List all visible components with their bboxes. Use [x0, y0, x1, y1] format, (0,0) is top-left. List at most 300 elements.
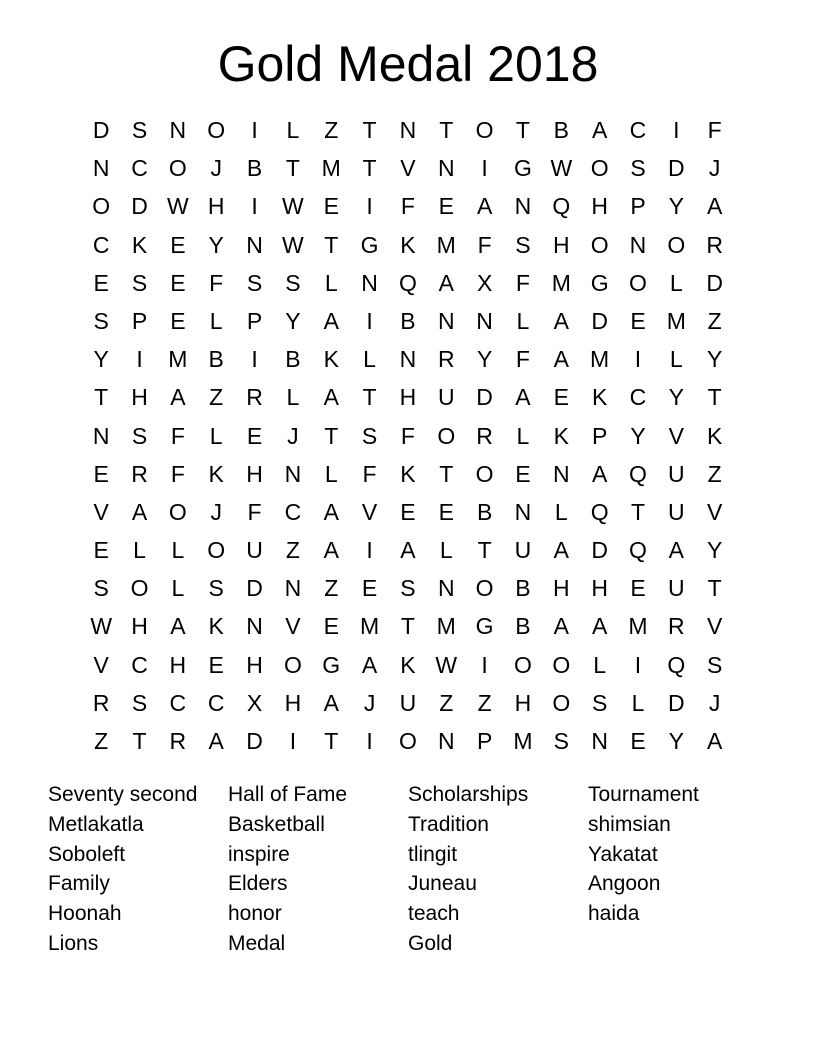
grid-row — [82, 684, 736, 722]
grid-letter: C — [284, 498, 302, 525]
grid-letter: O — [514, 651, 532, 678]
grid-letter: Q — [590, 498, 609, 525]
grid-letter: N — [399, 117, 417, 143]
grid-letter: F — [400, 193, 415, 220]
grid-letter: L — [554, 498, 568, 525]
grid-row — [82, 569, 736, 607]
grid-letter: L — [516, 307, 530, 334]
grid-letter: M — [436, 613, 456, 640]
grid-letter: N — [476, 307, 493, 334]
grid-letter: S — [93, 307, 109, 334]
grid-letter: L — [171, 537, 185, 564]
grid-letter: D — [92, 117, 110, 143]
grid-row — [82, 378, 736, 416]
grid-letter: H — [169, 651, 187, 678]
grid-letter: H — [284, 689, 302, 716]
grid-letter: N — [514, 193, 532, 220]
grid-letter: L — [324, 269, 338, 296]
grid-letter: L — [324, 460, 338, 487]
grid-letter: M — [666, 307, 686, 334]
grid-letter: A — [553, 346, 569, 373]
grid-letter: N — [284, 460, 302, 487]
grid-letter: Z — [707, 460, 722, 487]
grid-letter: T — [362, 117, 377, 143]
grid-letter: T — [324, 422, 339, 449]
grid-letter: E — [246, 422, 263, 449]
grid-letter: D — [246, 575, 263, 602]
grid-letter: H — [514, 689, 532, 716]
grid-letter: P — [591, 422, 608, 449]
grid-letter: O — [475, 460, 494, 487]
grid-letter: S — [515, 231, 531, 258]
grid-letter: Y — [707, 537, 723, 564]
grid-letter: H — [552, 231, 570, 258]
grid-letter: A — [323, 307, 339, 334]
grid-letter: R — [437, 346, 455, 373]
grid-letter: E — [438, 193, 454, 220]
grid-letter: A — [668, 537, 684, 564]
grid-letter: D — [591, 537, 608, 564]
grid-letter: U — [246, 537, 263, 564]
grid-row — [82, 531, 736, 569]
grid-letter: L — [286, 384, 300, 411]
grid-letter: K — [400, 651, 416, 678]
word-list — [48, 780, 768, 959]
grid-letter: F — [515, 269, 530, 296]
word-item: Gold — [408, 931, 453, 955]
grid-letter: F — [707, 117, 722, 143]
grid-letter: M — [590, 346, 610, 373]
grid-letter: E — [553, 384, 569, 411]
grid-letter: A — [591, 613, 608, 640]
grid-letter: N — [514, 498, 532, 525]
grid-letter: U — [437, 384, 455, 411]
grid-letter: X — [476, 269, 493, 296]
grid-letter: P — [246, 307, 263, 334]
grid-letter: P — [630, 193, 646, 220]
grid-letter: R — [246, 384, 263, 411]
grid-letter: A — [553, 307, 569, 334]
grid-letter: B — [208, 346, 224, 373]
grid-letter: I — [289, 728, 297, 754]
grid-letter: L — [209, 422, 223, 449]
grid-letter: I — [366, 728, 373, 754]
grid-letter: Q — [629, 537, 647, 564]
grid-letter: D — [131, 193, 148, 220]
grid-letter: H — [591, 193, 608, 220]
grid-letter: E — [438, 498, 454, 525]
grid-letter: F — [362, 460, 377, 487]
grid-letter: N — [437, 307, 455, 334]
grid-letter: X — [246, 689, 263, 716]
grid-letter: O — [667, 231, 686, 258]
grid-letter: A — [476, 193, 493, 220]
grid-letter: O — [168, 155, 187, 182]
grid-letter: N — [92, 422, 110, 449]
grid-letter: H — [207, 193, 225, 220]
grid-letter: I — [366, 537, 373, 564]
grid-letter: M — [628, 613, 648, 640]
grid-letter: T — [362, 155, 377, 182]
page-title: Gold Medal 2018 — [217, 36, 599, 92]
grid-letter: U — [668, 575, 685, 602]
grid-letter: H — [131, 384, 148, 411]
grid-letter: I — [251, 193, 258, 220]
grid-letter: N — [437, 575, 455, 602]
grid-letter: Z — [707, 307, 722, 334]
grid-letter: N — [246, 231, 263, 258]
grid-letter: U — [514, 537, 532, 564]
grid-letter: H — [591, 575, 608, 602]
grid-letter: C — [629, 384, 647, 411]
grid-letter: Y — [285, 307, 301, 334]
grid-letter: T — [630, 498, 646, 525]
grid-letter: M — [436, 231, 456, 258]
grid-letter: S — [400, 575, 416, 602]
grid-letter: C — [207, 689, 225, 716]
grid-letter: Y — [707, 346, 723, 373]
grid-letter: K — [553, 422, 569, 449]
grid-letter: H — [131, 613, 148, 640]
grid-letter: N — [169, 117, 187, 143]
grid-row — [82, 187, 736, 225]
grid-letter: N — [591, 728, 608, 754]
grid-letter: E — [93, 269, 109, 296]
grid-letter: S — [285, 269, 301, 296]
grid-letter: V — [707, 498, 723, 525]
grid-letter: G — [475, 613, 494, 640]
grid-letter: K — [131, 231, 148, 258]
grid-letter: O — [475, 575, 494, 602]
grid-letter: D — [706, 269, 723, 296]
grid-letter: W — [550, 155, 573, 182]
grid-letter: W — [282, 193, 304, 220]
grid-letter: K — [400, 231, 416, 258]
grid-letter: O — [552, 689, 571, 716]
grid-letter: O — [398, 728, 417, 754]
grid-letter: E — [323, 613, 339, 640]
grid-letter: I — [481, 651, 488, 678]
grid-letter: A — [438, 269, 454, 296]
grid-row — [82, 417, 736, 455]
grid-letter: J — [287, 422, 299, 449]
grid-letter: N — [629, 231, 647, 258]
grid-letter: W — [90, 613, 113, 640]
grid-letter: V — [93, 498, 109, 525]
grid-letter: W — [435, 651, 458, 678]
grid-row — [82, 493, 736, 531]
grid-row — [82, 646, 736, 684]
grid-letter: T — [707, 384, 722, 411]
word-item: Lions — [48, 931, 99, 955]
grid-letter: O — [283, 651, 302, 678]
word-item: Seventy second — [48, 783, 198, 806]
grid-row — [82, 111, 736, 149]
grid-letter: I — [673, 117, 680, 143]
grid-letter: D — [246, 728, 263, 754]
grid-letter: E — [515, 460, 531, 487]
grid-letter: I — [366, 307, 373, 334]
grid-letter: N — [399, 346, 417, 373]
grid-row — [82, 264, 736, 302]
grid-letter: U — [668, 498, 685, 525]
grid-letter: L — [516, 422, 530, 449]
grid-letter: Z — [209, 384, 224, 411]
grid-letter: J — [210, 498, 222, 525]
grid-letter: L — [209, 307, 223, 334]
grid-letter: O — [590, 155, 609, 182]
grid-letter: O — [590, 231, 609, 258]
grid-letter: A — [591, 117, 608, 143]
grid-letter: Q — [398, 269, 417, 296]
grid-letter: R — [476, 422, 493, 449]
grid-letter: I — [634, 651, 642, 678]
grid-letter: E — [93, 537, 109, 564]
grid-letter: A — [323, 498, 339, 525]
grid-letter: A — [323, 537, 339, 564]
grid-letter: B — [246, 155, 263, 182]
grid-letter: I — [251, 346, 258, 373]
grid-letter: O — [168, 498, 187, 525]
word-item: shimsian — [588, 812, 671, 836]
grid-letter: Z — [324, 575, 339, 602]
grid-letter: E — [361, 575, 378, 602]
grid-letter: V — [285, 613, 301, 640]
word-column — [48, 780, 228, 959]
grid-letter: E — [93, 460, 109, 487]
grid-letter: Z — [439, 689, 454, 716]
word-item: Hoonah — [48, 902, 122, 926]
grid-letter: B — [515, 575, 531, 602]
grid-letter: R — [169, 728, 187, 754]
grid-letter: F — [515, 346, 530, 373]
grid-letter: E — [170, 231, 186, 258]
word-item: haida — [588, 902, 640, 926]
word-item: Tradition — [408, 812, 489, 836]
grid-letter: G — [590, 269, 609, 296]
grid-letter: L — [669, 346, 683, 373]
grid-letter: A — [707, 193, 723, 220]
word-item: teach — [408, 902, 460, 926]
grid-letter: Y — [668, 384, 684, 411]
grid-letter: J — [708, 155, 721, 182]
grid-letter: G — [322, 651, 341, 678]
grid-letter: T — [94, 384, 109, 411]
grid-letter: D — [668, 689, 685, 716]
grid-letter: N — [437, 155, 455, 182]
word-column — [588, 780, 768, 959]
grid-letter: L — [286, 117, 300, 143]
grid-letter: K — [323, 346, 339, 373]
grid-letter: F — [400, 422, 415, 449]
grid-letter: S — [591, 689, 608, 716]
grid-letter: K — [591, 384, 608, 411]
grid-letter: O — [130, 575, 149, 602]
grid-letter: O — [207, 537, 226, 564]
word-item: inspire — [228, 842, 290, 866]
grid-letter: F — [170, 422, 185, 449]
grid-letter: R — [706, 231, 723, 258]
grid-letter: Q — [667, 651, 686, 678]
grid-letter: N — [246, 613, 263, 640]
grid-letter: O — [475, 117, 494, 143]
grid-row — [82, 722, 736, 760]
word-item: honor — [228, 902, 282, 926]
grid-letter: D — [476, 384, 493, 411]
grid-letter: M — [513, 728, 533, 754]
word-item: Scholarships — [408, 783, 529, 806]
grid-letter: A — [170, 613, 186, 640]
grid-letter: S — [131, 689, 148, 716]
grid-letter: M — [551, 269, 571, 296]
grid-letter: S — [131, 117, 148, 143]
grid-letter: T — [324, 728, 339, 754]
grid-letter: I — [366, 193, 373, 220]
grid-letter: T — [285, 155, 300, 182]
grid-letter: V — [361, 498, 378, 525]
grid-letter: S — [553, 728, 569, 754]
grid-letter: A — [707, 728, 723, 754]
grid-letter: W — [282, 231, 304, 258]
grid-letter: T — [477, 537, 492, 564]
grid-letter: S — [131, 269, 148, 296]
grid-letter: E — [630, 575, 646, 602]
grid-letter: Y — [208, 231, 224, 258]
grid-letter: L — [171, 575, 185, 602]
grid-letter: C — [169, 689, 187, 716]
grid-letter: L — [133, 537, 146, 564]
grid-letter: L — [363, 346, 376, 373]
grid-row — [82, 226, 736, 264]
grid-letter: V — [707, 613, 723, 640]
grid-letter: F — [247, 498, 262, 525]
word-item: Angoon — [588, 872, 661, 896]
grid-row — [82, 455, 736, 493]
grid-letter: N — [437, 728, 455, 754]
grid-letter: J — [708, 689, 721, 716]
grid-letter: A — [323, 384, 339, 411]
grid-letter: Y — [630, 422, 646, 449]
letter-grid — [82, 111, 736, 760]
grid-letter: C — [131, 651, 148, 678]
word-item: Basketball — [228, 812, 325, 836]
grid-letter: B — [285, 346, 301, 373]
grid-letter: V — [400, 155, 416, 182]
grid-letter: T — [439, 460, 454, 487]
grid-letter: F — [477, 231, 492, 258]
grid-letter: S — [361, 422, 378, 449]
grid-letter: G — [514, 155, 532, 182]
grid-letter: Z — [285, 537, 300, 564]
grid-letter: I — [251, 117, 258, 143]
word-item: Soboleft — [48, 842, 126, 866]
grid-letter: V — [668, 422, 684, 449]
grid-letter: S — [93, 575, 109, 602]
grid-letter: A — [591, 460, 608, 487]
grid-letter: I — [481, 155, 488, 182]
word-item: Metlakatla — [48, 812, 144, 836]
grid-letter: R — [668, 613, 685, 640]
word-column — [228, 780, 408, 959]
grid-letter: K — [400, 460, 416, 487]
grid-letter: T — [515, 117, 530, 143]
grid-letter: K — [208, 460, 224, 487]
grid-letter: I — [634, 346, 642, 373]
grid-letter: E — [630, 307, 646, 334]
grid-letter: Q — [552, 193, 571, 220]
grid-letter: Z — [477, 689, 492, 716]
grid-letter: A — [553, 537, 569, 564]
grid-letter: H — [399, 384, 417, 411]
word-item: Hall of Fame — [228, 783, 348, 806]
grid-letter: A — [553, 613, 569, 640]
grid-letter: Q — [629, 460, 647, 487]
grid-letter: O — [92, 193, 111, 220]
grid-letter: M — [359, 613, 380, 640]
grid-letter: L — [439, 537, 453, 564]
grid-letter: Y — [93, 346, 109, 373]
grid-letter: Y — [668, 193, 684, 220]
grid-letter: B — [400, 307, 416, 334]
grid-letter: F — [209, 269, 224, 296]
grid-row — [82, 149, 736, 187]
grid-letter: C — [629, 117, 647, 143]
grid-letter: E — [208, 651, 224, 678]
grid-letter: F — [170, 460, 185, 487]
grid-letter: S — [246, 269, 263, 296]
grid-row — [82, 340, 736, 378]
grid-letter: D — [668, 155, 685, 182]
grid-letter: H — [246, 460, 263, 487]
grid-letter: C — [92, 231, 110, 258]
grid-letter: T — [707, 575, 722, 602]
grid-letter: B — [476, 498, 493, 525]
grid-letter: T — [324, 231, 339, 258]
grid-letter: A — [515, 384, 531, 411]
grid-letter: L — [593, 651, 607, 678]
grid-letter: Z — [324, 117, 339, 143]
grid-letter: S — [707, 651, 723, 678]
grid-letter: A — [208, 728, 224, 754]
grid-letter: L — [631, 689, 645, 716]
grid-letter: O — [207, 117, 226, 143]
grid-letter: T — [362, 384, 377, 411]
grid-letter: A — [170, 384, 186, 411]
grid-letter: S — [208, 575, 224, 602]
grid-letter: J — [210, 155, 222, 182]
grid-letter: E — [630, 728, 646, 754]
grid-letter: L — [669, 269, 683, 296]
grid-letter: T — [400, 613, 415, 640]
grid-letter: B — [515, 613, 531, 640]
grid-letter: R — [92, 689, 110, 716]
word-column — [408, 780, 588, 959]
grid-letter: A — [361, 651, 378, 678]
grid-letter: D — [591, 307, 608, 334]
grid-letter: I — [136, 346, 143, 373]
word-item: Juneau — [408, 872, 477, 896]
grid-letter: H — [246, 651, 263, 678]
grid-letter: C — [131, 155, 148, 182]
grid-letter: A — [323, 689, 339, 716]
grid-letter: Z — [94, 728, 109, 754]
grid-letter: M — [321, 155, 341, 182]
grid-letter: M — [168, 346, 188, 373]
grid-letter: O — [552, 651, 571, 678]
grid-letter: V — [93, 651, 109, 678]
grid-letter: E — [170, 307, 186, 334]
grid-letter: B — [553, 117, 569, 143]
